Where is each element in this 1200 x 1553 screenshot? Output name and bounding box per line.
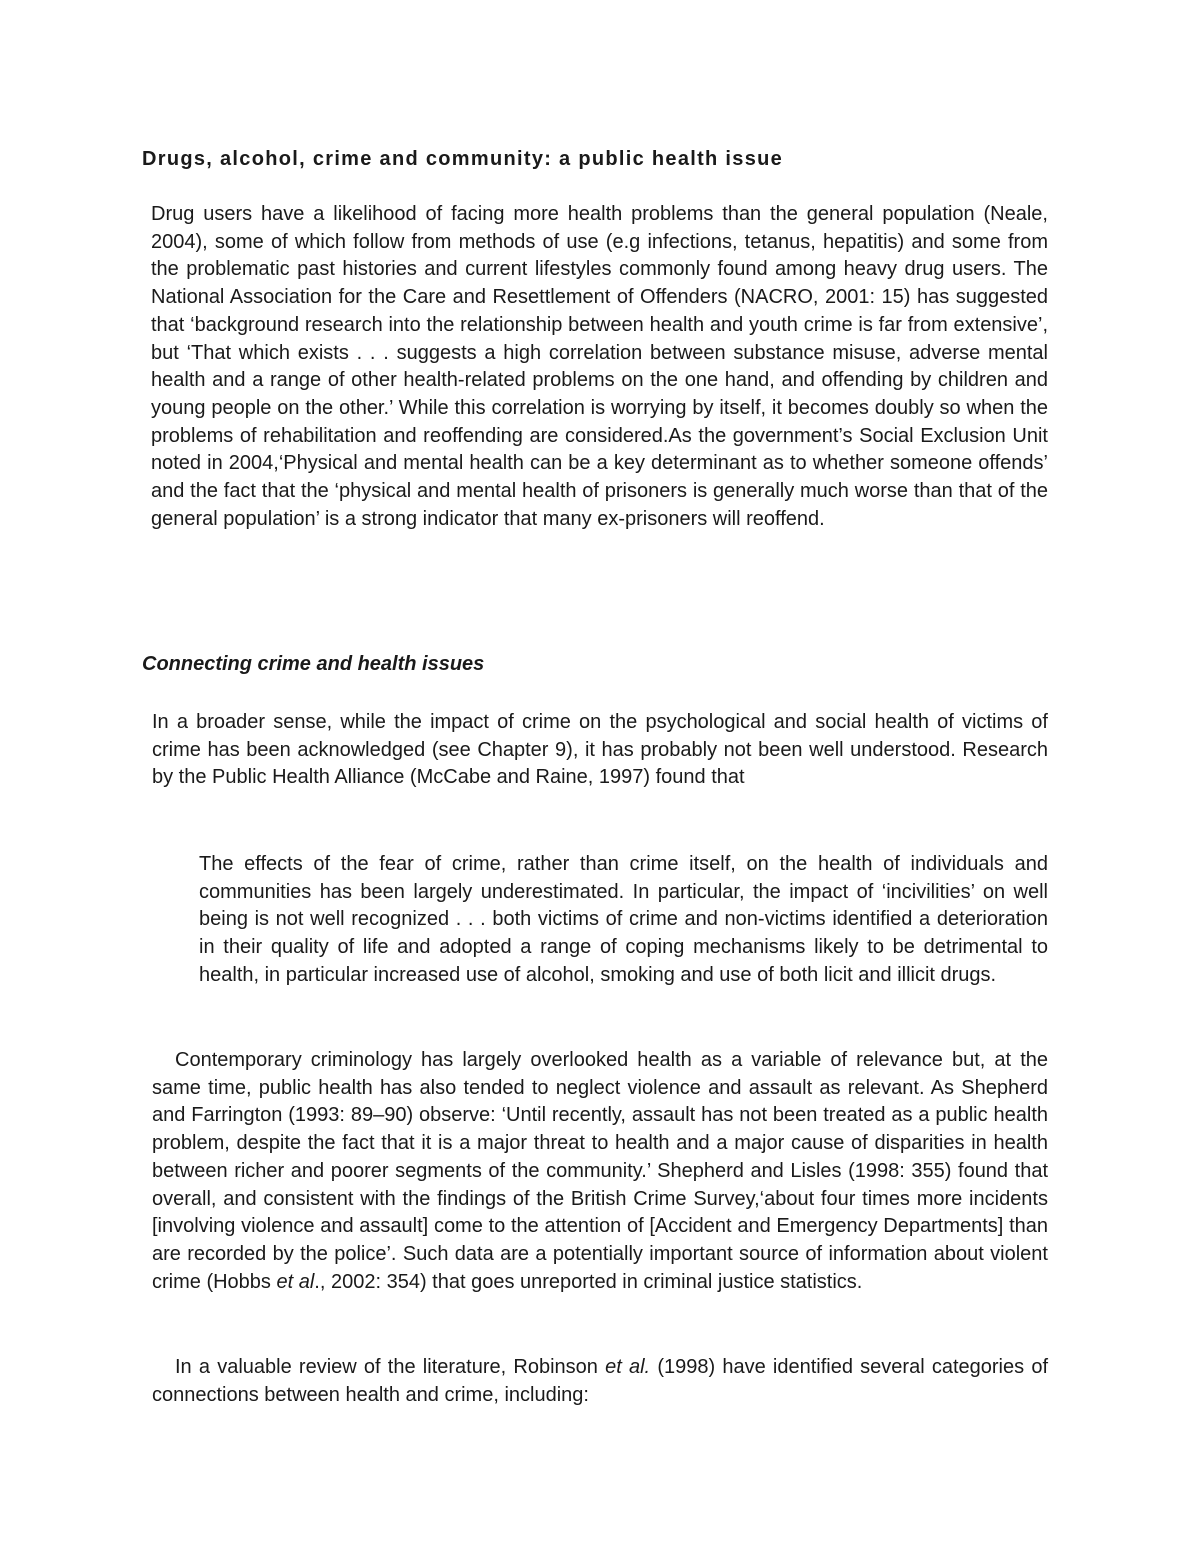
intro-paragraph: Drug users have a likelihood of facing more health problems than the general population (Neale, 2004), some of which follow from methods of use (e.g infections, tetanus, hepatitis) and some from the problematic past histories and current lifestyles commonly found among heavy drug users. The National Association for the Care and Resettlement of Offenders (NACRO, 2001: 15) has suggested that ‘background research into the relationship between health and youth crime is far from extensive’, but ‘That which exists . . . suggests a high correlation between substance misuse, adverse mental health and a range of other health-related problems on the one hand, and offending by children and young people on the other.’ While this correlation is worrying by itself, it becomes doubly so when the problems of rehabilitation and reoffending are considered.As the government’s Social Exclusion Unit noted in 2004,‘Physical and mental health can be a key determinant as to whether someone offends’ and the fact that the ‘physical and mental health of prisoners is generally much worse than that of the general population’ is a strong indicator that many ex-prisoners will reoffend. bbox=[151, 203, 1048, 530]
block-quote: The effects of the fear of crime, rather than crime itself, on the health of individuals and communities has been largely underestimated. In particular, the impact of ‘incivilities’ on well being is not well recognized . . . both victims of crime and non-victims identified a deterioration in their quality of life and adopted a range of coping mechanisms likely to be detrimental to health, in particular increased use of alcohol, smoking and use of both licit and illicit drugs. bbox=[199, 853, 1048, 986]
paragraph-text: In a valuable review of the literature, Robinson bbox=[175, 1356, 606, 1378]
paragraph-text: (1998) have identified several categories of connections between health and crime, including: bbox=[152, 1356, 1049, 1406]
paragraph-text: ., 2002: 354) that goes unreported in criminal justice statistics. bbox=[314, 1270, 863, 1293]
contemporary-criminology-paragraph bbox=[152, 1047, 1048, 1296]
broader-sense-paragraph: In a broader sense, while the impact of crime on the psychological and social health of victims of crime has been acknowledged (see Chapter 9), it has probably not been well understood. Research by the Public Health Alliance (McCabe and Raine, 1997) found that bbox=[152, 711, 1048, 789]
literature-review-paragraph bbox=[152, 1354, 1048, 1409]
main-heading: Drugs, alcohol, crime and community: a public health issue bbox=[142, 148, 784, 170]
section-heading: Connecting crime and health issues bbox=[142, 653, 485, 675]
citation-et-al: et al. bbox=[605, 1356, 651, 1378]
citation-et-al: et al bbox=[276, 1270, 315, 1293]
paragraph-text: Contemporary criminology has largely overlooked health as a variable of relevance but, at the same time, public health has also tended to neglect violence and assault as relevant. As Shepherd and Farrington (1993: 89–90) observe: ‘Until recently, assault has not been treated as a public health problem, despite the fact that it is a major threat to health and a major cause of disparities in health between richer and poorer segments of the community.’ Shepherd and Lisles (1998: 355) found that overall, and consistent with the findings of the British Crime Survey,‘about four times more incidents [involving violence and assault] come to the attention of [Accident and Emergency Departments] than are recorded by the police’. Such data are a potentially important source of information about violent crime (Hobbs bbox=[152, 1049, 1048, 1293]
